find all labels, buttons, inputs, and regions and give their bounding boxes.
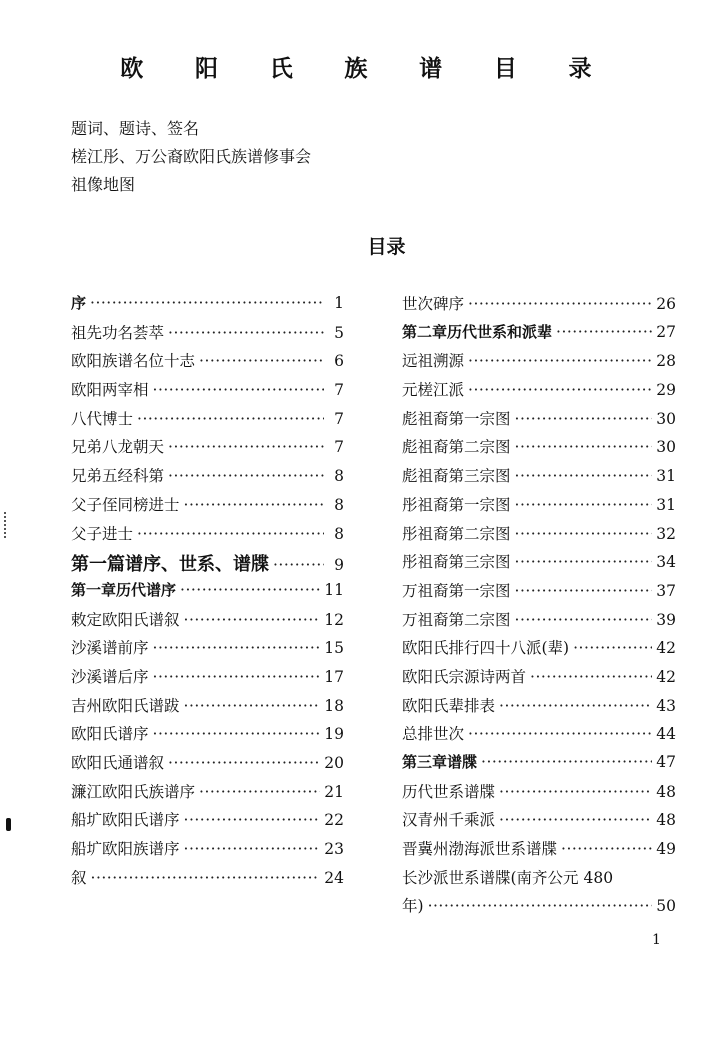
toc-entry-page: 43 (656, 696, 676, 715)
toc-entry[interactable] (402, 522, 676, 551)
toc-entry-page: 22 (324, 811, 344, 830)
toc-entry-title: 父子侄同榜进士 (71, 495, 180, 514)
dot-leader (561, 840, 652, 858)
toc-entry[interactable] (71, 694, 344, 723)
toc-entry[interactable] (71, 321, 344, 350)
toc-entry[interactable] (71, 780, 344, 809)
toc-entry-title: 第一章历代谱序 (71, 580, 177, 599)
toc-entry-page: 44 (656, 725, 676, 744)
toc-entry[interactable] (402, 378, 676, 407)
dot-leader (515, 438, 653, 456)
toc-entry-page: 37 (656, 581, 676, 600)
toc-entry-page: 6 (334, 352, 344, 371)
toc-entry[interactable] (402, 608, 676, 637)
front-matter-item: 祖像地图 (71, 175, 136, 194)
toc-entry-page: 42 (656, 667, 676, 686)
toc-entry-title: 彤祖裔第二宗图 (402, 524, 511, 543)
toc-entry-title: 祖先功名荟萃 (71, 323, 165, 342)
toc-entry-page: 26 (656, 295, 676, 313)
dot-leader (184, 811, 321, 829)
toc-entry-page: 23 (324, 840, 344, 859)
toc-entry[interactable] (71, 522, 344, 551)
toc-entry[interactable] (402, 808, 676, 837)
toc-entry-page: 7 (334, 409, 344, 428)
margin-mark (4, 512, 8, 538)
toc-entry-title: 世次碑序 (402, 295, 465, 313)
toc-entry-page: 18 (324, 696, 344, 715)
dot-leader (137, 410, 324, 428)
toc-entry-page: 5 (334, 323, 344, 342)
toc-entry[interactable] (402, 722, 676, 751)
toc-entry-title: 汉青州千乘派 (402, 811, 496, 830)
toc-entry[interactable] (71, 608, 344, 637)
toc-entry-page: 27 (656, 322, 676, 341)
toc-entry-page: 12 (324, 610, 344, 629)
dot-leader (153, 668, 321, 686)
toc-entry-title: 欧阳两宰相 (71, 381, 149, 400)
toc-entry-page: 31 (656, 467, 676, 486)
toc-entry-title: 欧阳氏辈排表 (402, 696, 496, 715)
dot-leader (91, 869, 321, 887)
toc-left-column (71, 292, 344, 894)
toc-entry-page: 28 (656, 352, 676, 371)
dot-leader (468, 381, 652, 399)
toc-entry-title: 元槎江派 (402, 381, 465, 400)
toc-entry-page: 8 (334, 495, 344, 514)
toc-entry-page: 15 (324, 639, 344, 658)
dot-leader (468, 352, 652, 370)
toc-entry[interactable] (71, 349, 344, 378)
toc-entry-page: 47 (656, 753, 676, 771)
toc-entry[interactable] (402, 866, 676, 895)
dot-leader (137, 525, 324, 543)
margin-blot (6, 818, 11, 831)
dot-leader (573, 639, 652, 657)
toc-entry[interactable] (402, 550, 676, 579)
toc-entry[interactable] (71, 837, 344, 866)
front-matter-item: 题词、题诗、签名 (71, 119, 200, 138)
toc-entry-page: 48 (656, 782, 676, 801)
toc-entry-page: 32 (656, 524, 676, 543)
toc-entry[interactable] (402, 435, 676, 464)
toc-entry-page: 24 (324, 868, 344, 887)
dot-leader (273, 556, 324, 574)
toc-entry-title: 敕定欧阳氏谱叙 (71, 610, 180, 629)
toc-entry-title: 欧阳氏通谱叙 (71, 754, 165, 772)
toc-entry[interactable] (71, 550, 344, 579)
dot-leader (168, 324, 324, 342)
toc-entry-title: 沙溪谱前序 (71, 639, 149, 658)
toc-entry-title: 总排世次 (402, 725, 465, 744)
dot-leader (515, 553, 653, 571)
dot-leader (515, 467, 653, 485)
toc-entry-title: 船圹欧阳族谱序 (71, 840, 180, 859)
toc-entry-page: 49 (656, 840, 676, 859)
toc-entry[interactable] (402, 694, 676, 723)
toc-entry[interactable] (71, 866, 344, 895)
toc-entry-page: 48 (656, 811, 676, 830)
toc-entry-title: 欧阳氏谱序 (71, 725, 149, 744)
dot-leader (168, 438, 324, 456)
toc-entry-title: 第一篇谱序、世系、谱牒 (71, 554, 269, 576)
toc-entry-title: 沙溪谱后序 (71, 667, 149, 686)
toc-right-column (402, 292, 676, 923)
toc-entry-title: 欧阳族谱名位十志 (71, 352, 196, 371)
toc-entry-page: 1 (334, 294, 344, 312)
toc-entry[interactable] (402, 894, 676, 923)
toc-entry[interactable] (71, 751, 344, 780)
front-matter (71, 115, 311, 199)
dot-leader (153, 725, 321, 743)
toc-entry-title: 彪祖裔第一宗图 (402, 409, 511, 428)
toc-entry-page: 8 (334, 467, 344, 486)
toc-entry[interactable] (71, 493, 344, 522)
toc-entry[interactable] (402, 464, 676, 493)
dot-leader (90, 294, 324, 312)
toc-entry-page: 7 (334, 381, 344, 400)
toc-entry-page: 9 (334, 556, 344, 575)
dot-leader (428, 897, 653, 915)
dot-leader (499, 783, 652, 801)
toc-entry-page: 21 (324, 782, 344, 801)
toc-entry-page: 31 (656, 495, 676, 514)
dot-leader (168, 467, 324, 485)
toc-entry[interactable] (71, 579, 344, 608)
dot-leader (199, 352, 324, 370)
toc-entry[interactable] (402, 579, 676, 608)
toc-entry[interactable] (402, 837, 676, 866)
toc-entry-title: 第二章历代世系和派辈 (402, 322, 553, 341)
dot-leader (515, 496, 653, 514)
toc-entry[interactable] (402, 780, 676, 809)
toc-entry-title: 晋冀州渤海派世系谱牒 (402, 840, 558, 859)
page-number: 1 (652, 932, 661, 948)
toc-entry-title: 第三章谱牒 (402, 753, 478, 771)
dot-leader (515, 611, 653, 629)
dot-leader (515, 582, 653, 600)
dot-leader (481, 753, 652, 771)
toc-entry-title: 父子进士 (71, 524, 134, 543)
dot-leader (468, 295, 652, 313)
dot-leader (499, 811, 652, 829)
dot-leader (184, 611, 321, 629)
dot-leader (184, 840, 321, 858)
toc-entry-title: 彪祖裔第三宗图 (402, 467, 511, 486)
front-matter-item: 槎江彤、万公裔欧阳氏族谱修事会 (71, 147, 312, 166)
toc-entry-title: 彪祖裔第二宗图 (402, 438, 511, 457)
toc-entry-title: 八代博士 (71, 409, 134, 428)
toc-entry-page: 20 (324, 754, 344, 772)
toc-entry-title: 欧阳氏宗源诗两首 (402, 667, 527, 686)
dot-leader (499, 697, 652, 715)
dot-leader (530, 668, 652, 686)
toc-entry[interactable] (71, 722, 344, 751)
toc-entry-title: 年) (402, 897, 424, 916)
toc-entry[interactable] (402, 321, 676, 350)
toc-entry[interactable] (402, 751, 676, 780)
toc-entry-page: 7 (334, 438, 344, 457)
toc-entry-title: 船圹欧阳氏谱序 (71, 811, 180, 830)
toc-entry-title: 彤祖裔第一宗图 (402, 495, 511, 514)
dot-leader (184, 496, 324, 514)
toc-entry-title: 彤祖裔第三宗图 (402, 553, 511, 572)
dot-leader (153, 381, 324, 399)
dot-leader (468, 725, 652, 743)
toc-entry-title: 濂江欧阳氏族谱序 (71, 782, 196, 801)
toc-entry-title: 万祖裔第二宗图 (402, 610, 511, 629)
dot-leader (184, 697, 321, 715)
toc-entry-page: 29 (656, 381, 676, 400)
dot-leader (556, 323, 652, 341)
toc-entry[interactable] (402, 493, 676, 522)
toc-entry-title: 远祖溯源 (402, 352, 465, 371)
toc-entry[interactable] (71, 636, 344, 665)
toc-entry[interactable] (71, 464, 344, 493)
toc-entry-title: 历代世系谱牒 (402, 782, 496, 801)
toc-entry[interactable] (402, 349, 676, 378)
toc-entry-page: 11 (324, 580, 344, 599)
dot-leader (168, 754, 320, 772)
toc-entry[interactable] (71, 378, 344, 407)
toc-entry-page: 50 (656, 897, 676, 916)
document-title: 欧 阳 氏 族 谱 目 录 (120, 56, 614, 82)
toc-entry-title: 欧阳氏排行四十八派(辈) (402, 639, 570, 658)
toc-entry-page: 34 (656, 553, 676, 572)
toc-entry-page: 19 (324, 725, 344, 744)
toc-entry[interactable] (402, 407, 676, 436)
dot-leader (180, 581, 320, 599)
toc-entry[interactable] (71, 407, 344, 436)
toc-entry[interactable] (402, 665, 676, 694)
toc-entry-title: 兄弟八龙朝天 (71, 438, 165, 457)
dot-leader (515, 410, 653, 428)
toc-entry[interactable] (71, 665, 344, 694)
dot-leader (199, 783, 320, 801)
toc-entry[interactable] (402, 636, 676, 665)
toc-entry-page: 8 (334, 524, 344, 543)
toc-entry-page: 17 (324, 667, 344, 686)
toc-entry-page: 30 (656, 409, 676, 428)
dot-leader (153, 639, 321, 657)
toc-entry-page: 30 (656, 438, 676, 457)
toc-entry-title: 万祖裔第一宗图 (402, 581, 511, 600)
toc-entry[interactable] (71, 435, 344, 464)
toc-entry[interactable] (402, 292, 676, 321)
toc-entry-page: 42 (656, 639, 676, 658)
toc-entry-title: 兄弟五经科第 (71, 467, 165, 486)
toc-heading: 目录 (367, 236, 406, 258)
toc-entry-title: 长沙派世系谱牒(南齐公元 480 (402, 868, 614, 887)
toc-entry-title: 叙 (71, 868, 87, 887)
dot-leader (515, 525, 653, 543)
toc-entry-page: 39 (656, 610, 676, 629)
toc-entry[interactable] (71, 292, 344, 321)
toc-entry[interactable] (71, 808, 344, 837)
toc-entry-title: 序 (71, 294, 87, 312)
toc-entry-title: 吉州欧阳氏谱跋 (71, 696, 180, 715)
